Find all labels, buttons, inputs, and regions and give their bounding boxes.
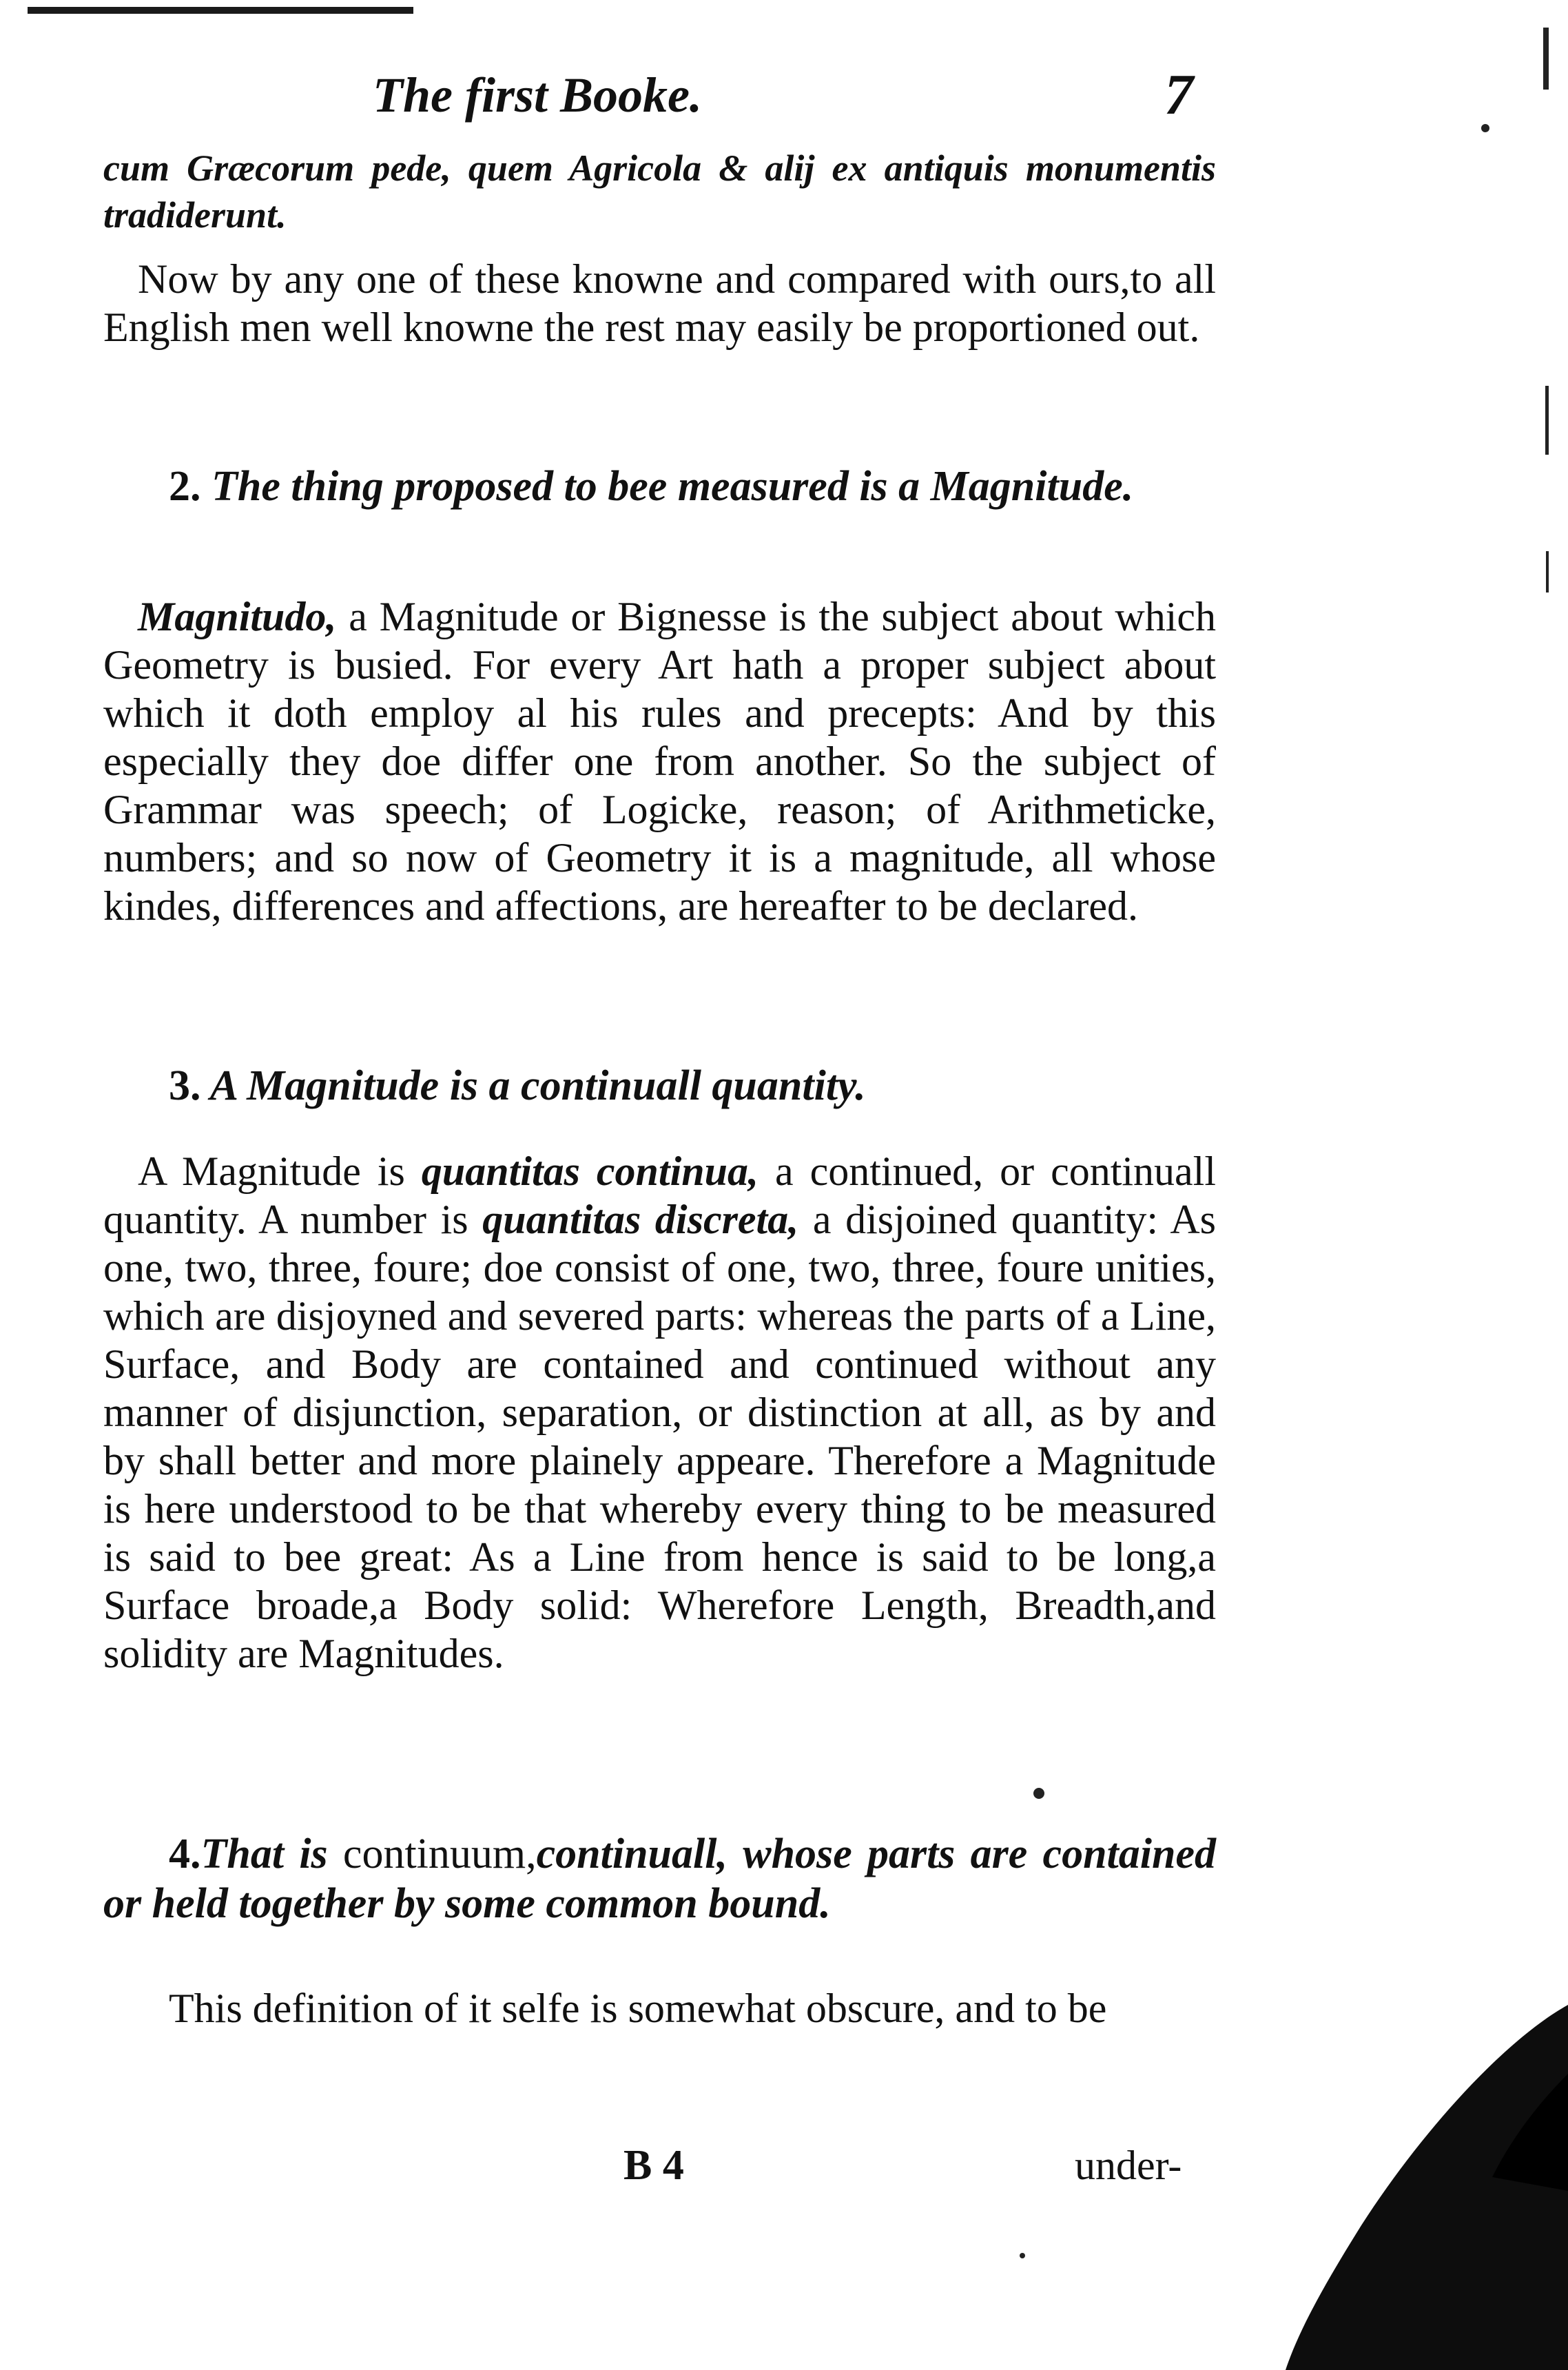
ink-speck <box>1020 2253 1025 2258</box>
paragraph-a-magnitude-part2: a continued, or continuall quantity. A number is <box>103 1148 1217 1242</box>
paragraph-now <box>103 255 1216 351</box>
section-heading-2 <box>103 462 1216 511</box>
heading-2-number: 2. <box>169 463 201 510</box>
paragraph-a-magnitude-part1: A Magnitude is <box>138 1148 405 1194</box>
catchword: under- <box>1075 2143 1182 2188</box>
paragraph-a-magnitude <box>103 1147 1216 1678</box>
section-heading-4 <box>103 1829 1216 1928</box>
heading-4-number: 4. <box>169 1831 201 1877</box>
page-edge-mark <box>1546 551 1549 592</box>
ink-speck <box>1033 1788 1044 1799</box>
paragraph-magnitudo <box>103 592 1216 930</box>
heading-4-roman-term: continuum, <box>342 1831 537 1877</box>
paragraph-this-definition-text: This definition of it selfe is somewhat obscure, and to be <box>169 1986 1107 2031</box>
latin-continuation-text: cum Græcorum pede, quem Agricola & alij ex antiquis monumentis tradiderunt. <box>103 147 1216 236</box>
heading-4-lead: That is <box>200 1831 328 1877</box>
magnitudo-lead: Magnitudo, <box>138 594 337 639</box>
page-corner-shadow <box>1182 1902 1568 2370</box>
latin-quantitas-continua: quantitas continua, <box>421 1148 759 1194</box>
section-heading-3 <box>103 1061 1216 1111</box>
heading-4-text: continuall, whose parts are contained or held together by some common bound. <box>103 1831 1216 1927</box>
latin-continuation <box>103 145 1216 238</box>
signature-mark: B 4 <box>623 2142 684 2189</box>
paragraph-magnitudo-text: a Magnitude or Bignesse is the subject about which Geometry is busied. For every Art hath a proper subject about which it doth employ al his rules and precepts: And by this especially they doe differ one from another. So the subject of Grammar was speech; of Logicke, reason; of Arithmeticke, numbers; and so now of Geometry it is a magnitude, all whose kindes, differences and affections, are hereafter to be declared. <box>103 594 1216 929</box>
page-number: 7 <box>1164 63 1193 127</box>
page-edge-mark <box>1545 386 1549 455</box>
top-border-rule <box>28 7 413 14</box>
heading-2-text: The thing proposed to bee measured is a Magnitude. <box>212 463 1134 510</box>
paragraph-this-definition <box>103 1984 1216 2032</box>
running-head: The first Booke. <box>373 68 702 123</box>
paragraph-a-magnitude-part3: a disjoined quantity: As one, two, three, foure; doe consist of one, two, three, foure unities, which are disjoyned and severed parts: whereas the parts of a Line, Surface, and Body are contained and continued without any manner of disjunction, separation, or distinction at all, as by and by shall better and more plainely appeare. Therefore a Magnitude is here understood to be that whereby every thing to be measured is said to bee great: As a Line from hence is said to be long,a Surface broade,a Body solid: Wherefore Length, Breadth,and solidity are Magnitudes. <box>103 1197 1216 1676</box>
heading-3-number: 3. <box>169 1062 201 1109</box>
page-edge-mark <box>1543 28 1549 90</box>
ink-speck <box>1481 124 1489 132</box>
heading-3-text: A Magnitude is a continuall quantity. <box>209 1062 866 1109</box>
latin-quantitas-discreta: quantitas discreta, <box>482 1197 799 1242</box>
paragraph-now-text: Now by any one of these knowne and compared with ours,to all English men well knowne the rest may easily be proportioned out. <box>103 256 1216 350</box>
